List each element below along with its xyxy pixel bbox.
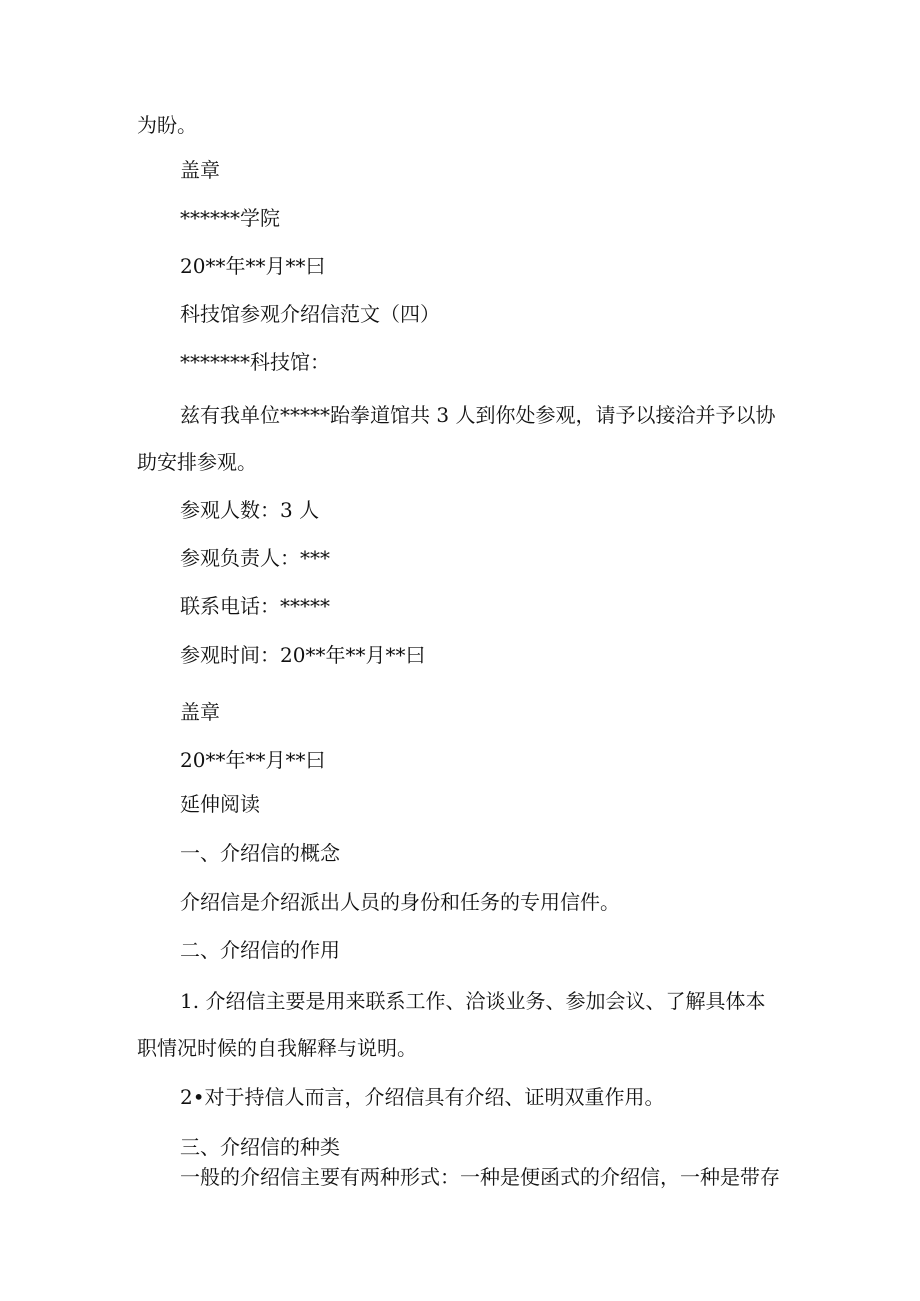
paragraph-line: 1. 介绍信主要是用来联系工作、洽谈业务、参加会议、了解具体本	[180, 989, 766, 1013]
visitor-count: 参观人数：3 人	[180, 498, 320, 522]
heading-concept: 一、介绍信的概念	[180, 841, 340, 865]
date-line: 20**年**月**曰	[180, 748, 326, 772]
contact-phone: 联系电话：*****	[180, 594, 330, 618]
seal-label: 盖章	[180, 700, 220, 724]
seal-label: 盖章	[180, 158, 220, 182]
paragraph-line: 助安排参观。	[137, 450, 257, 474]
salutation: *******科技馆：	[180, 350, 330, 374]
paragraph-line: 介绍信是介绍派出人员的身份和任务的专用信件。	[180, 890, 620, 914]
paragraph-line: 一般的介绍信主要有两种形式：一种是便函式的介绍信，一种是带存	[180, 1165, 780, 1189]
paragraph-line: 2•对于持信人而言，介绍信具有介绍、证明双重作用。	[180, 1085, 665, 1109]
extended-reading-heading: 延伸阅读	[180, 792, 260, 816]
visit-time: 参观时间：20**年**月**曰	[180, 643, 426, 667]
section-title: 科技馆参观介绍信范文（四）	[180, 302, 440, 326]
heading-function: 二、介绍信的作用	[180, 938, 340, 962]
paragraph-line: 兹有我单位*****跆拳道馆共 3 人到你处参观，请予以接洽并予以协	[180, 403, 776, 427]
sender-name: ******学院	[180, 206, 280, 230]
paragraph-line: 职情况时候的自我解释与说明。	[137, 1036, 417, 1060]
visit-leader: 参观负责人：***	[180, 546, 330, 570]
heading-types: 三、介绍信的种类	[180, 1135, 340, 1159]
paragraph-line: 为盼。	[137, 113, 197, 137]
date-line: 20**年**月**曰	[180, 254, 326, 278]
